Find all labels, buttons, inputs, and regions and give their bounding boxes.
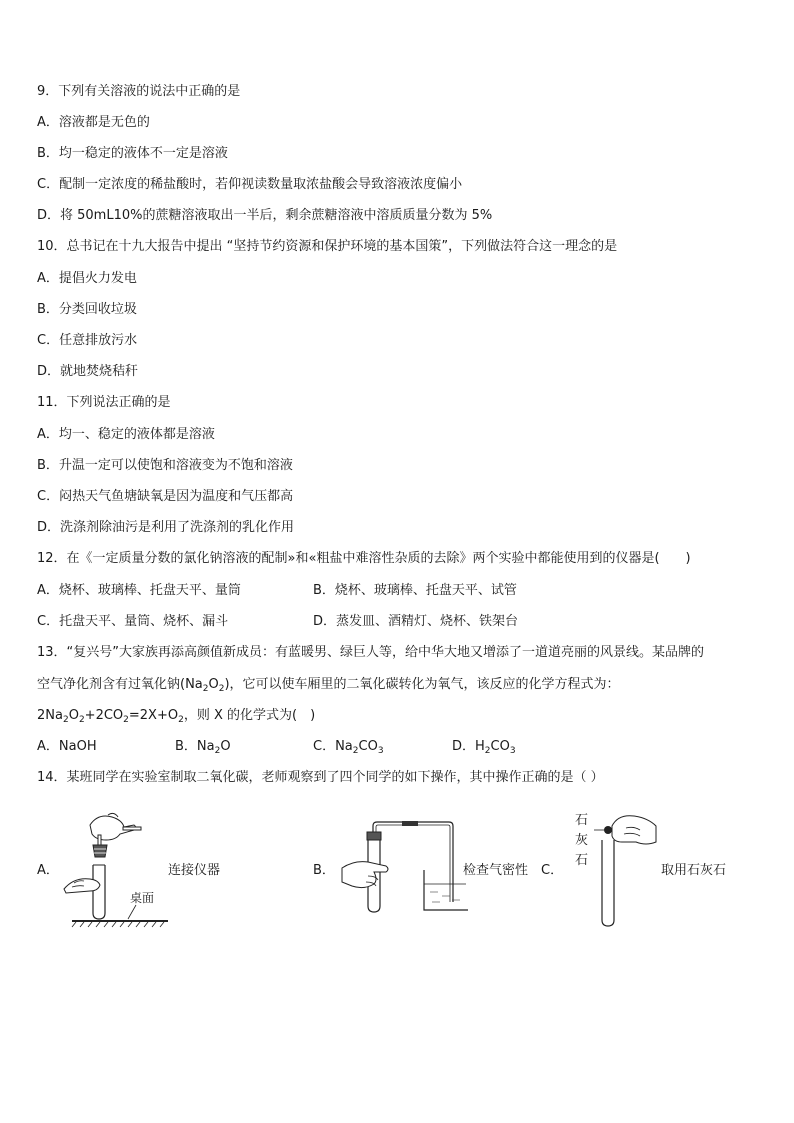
question-12-stem: 12．在《一定质量分数的氯化钠溶液的配制»和«粗盐中难溶性杂质的去除》两个实验中都能使用到的仪器是( ) [37,551,691,566]
question-13-line-2: 空气净化剂含有过氧化钠$(Na_2O_2)$，它可以使车厢里的二氧化碳转化为氧气，该反应的化学方程式为： [37,677,620,694]
figure-a-connect-apparatus [60,805,180,930]
question-11-option-a: A．均一、稳定的液体都是溶液 [37,427,215,442]
question-12-option-d: D．蒸发皿、酒精灯、烧杯、铁架台 [313,614,519,629]
question-11-option-c: C．闷热天气鱼塘缺氧是因为温度和气压都高 [37,489,294,504]
question-14-stem: 14．某班同学在实验室制取二氧化碳，老师观察到了四个同学的如下操作，其中操作正确的是（ ） [37,770,604,785]
figure-c-label-stone-3: 石 [575,853,589,868]
question-13-equation: $2Na_2O_2+2CO_2=2X+O_2$，则 X 的化学式为( ) [37,708,316,725]
question-11-option-b: B．升温一定可以使饱和溶液变为不饱和溶液 [37,458,293,473]
figure-b-caption: 检查气密性 [463,863,529,878]
question-12-option-c: C．托盘天平、量筒、烧杯、漏斗 [37,614,229,629]
question-13-option-b: B．$Na_2O$ [175,739,231,756]
question-13-option-c: C．$Na_2CO_3$ [313,739,384,756]
question-10-option-d: D．就地焚烧秸秆 [37,364,139,379]
question-10-stem: 10．总书记在十九大报告中提出 “坚持节约资源和保护环境的基本国策”，下列做法符合这一理念的是 [37,239,618,254]
figure-a-caption: 连接仪器 [168,863,221,878]
question-13-option-a: A．NaOH [37,739,97,754]
figure-b-letter: B． [313,863,335,878]
question-10-option-c: C．任意排放污水 [37,333,138,348]
figure-a-table-label: 桌面 [130,891,155,905]
question-12-option-a: A．烧杯、玻璃棒、托盘天平、量筒 [37,583,241,598]
figure-c-letter: C． [541,863,564,878]
question-13-option-d: D．$H_2CO_3$ [452,739,516,756]
figure-a-letter: A． [37,863,59,878]
figure-c-label-stone-1: 石 [575,813,589,828]
figure-c-caption: 取用石灰石 [661,863,727,878]
question-13-line-1: 13．“复兴号”大家族再添高颜值新成员：有蓝暖男、绿巨人等，给中华大地又增添了一道道亮丽的风景线。某品牌的 [37,645,705,660]
question-9-option-b: B．均一稳定的液体不一定是溶液 [37,146,228,161]
figure-c-label-stone-2: 灰 [575,833,589,848]
question-9-option-a: A．溶液都是无色的 [37,115,150,130]
question-10-option-a: A．提倡火力发电 [37,271,137,286]
question-11-option-d: D．洗涤剂除油污是利用了洗涤剂的乳化作用 [37,520,295,535]
figure-b-airtightness-check [338,818,468,918]
question-9-stem: 9．下列有关溶液的说法中正确的是 [37,84,241,99]
question-12-option-b: B．烧杯、玻璃棒、托盘天平、试管 [313,583,517,598]
figure-c-take-limestone [590,808,662,930]
question-10-option-b: B．分类回收垃圾 [37,302,137,317]
question-11-stem: 11．下列说法正确的是 [37,395,171,410]
question-9-option-c: C．配制一定浓度的稀盐酸时，若仰视读数量取浓盐酸会导致溶液浓度偏小 [37,177,463,192]
question-9-option-d: D．将 50mL10%的蔗糖溶液取出一半后，剩余蔗糖溶液中溶质质量分数为 5% [37,208,493,223]
